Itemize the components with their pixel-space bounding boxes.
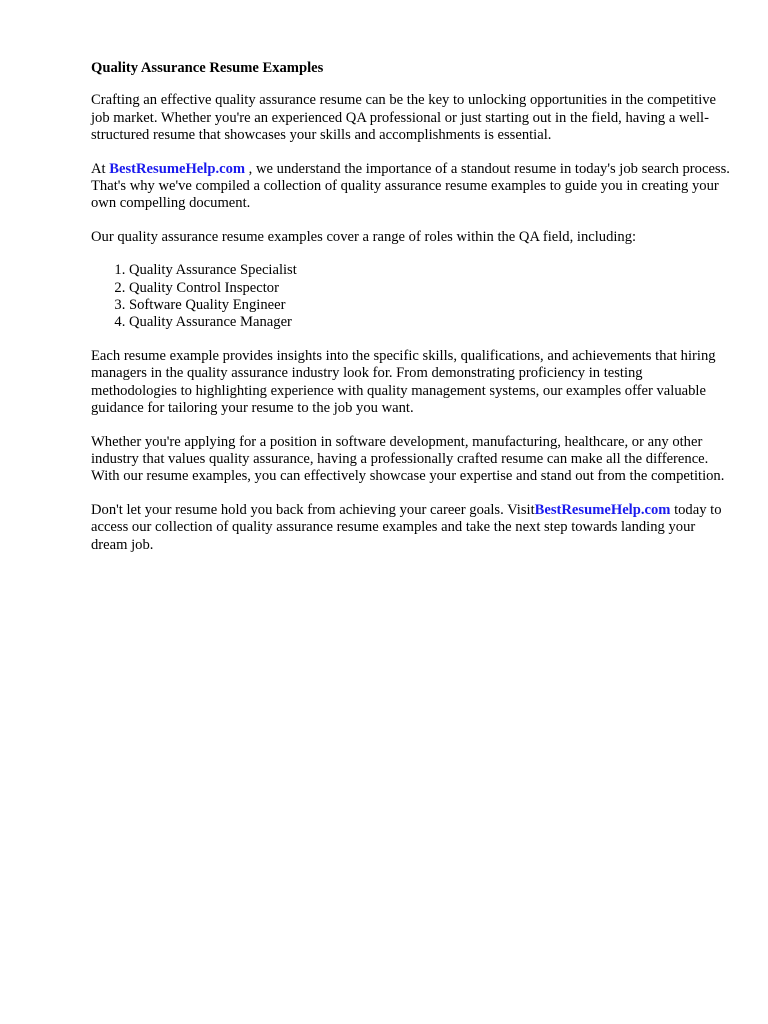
industry-paragraph: Whether you're applying for a position in software development, manufacturing, healthcare, or any other industry that values quality assurance, having a professionally crafted resume can make all the difference. With our resume examples, you can effectively showcase your expertise and stand out from the competition. [91,433,725,485]
bestresumehelp-link[interactable]: BestResumeHelp.com [109,160,246,177]
about-paragraph [91,161,731,213]
list-item: 4. Quality Assurance Manager [129,314,731,331]
cta-suffix: today to access our collection of quality assurance resume examples and take the next step towards landing your dream job. [91,501,722,553]
bestresumehelp-link-cta[interactable]: BestResumeHelp.com [534,501,671,518]
about-prefix: At [91,160,110,177]
document-title: Quality Assurance Resume Examples [91,60,324,76]
list-item: 2. Quality Control Inspector [129,280,731,297]
document-page [91,60,731,570]
call-to-action-paragraph [91,502,731,554]
roles-intro-paragraph: Our quality assurance resume examples cover a range of roles within the QA field, including: [91,228,637,245]
cta-prefix: Don't let your resume hold you back from achieving your career goals. Visit [91,501,535,518]
list-item: 1. Quality Assurance Specialist [129,262,731,279]
insights-paragraph: Each resume example provides insights into the specific skills, qualifications, and achievements that hiring managers in the quality assurance industry look for. From demonstrating proficiency in testing methodologies to highlighting experience with quality management systems, our examples offer valuable guidance for tailoring your resume to the job you want. [91,347,716,417]
list-item: 3. Software Quality Engineer [129,297,731,314]
intro-paragraph: Crafting an effective quality assurance resume can be the key to unlocking opportunities in the competitive job market. Whether you're an experienced QA professional or just starting out in the field, having a well-structured resume that showcases your skills and accomplishments is essential. [91,92,717,144]
about-suffix: , we understand the importance of a standout resume in today's job search process. That's why we've compiled a collection of quality assurance resume examples to guide you in creating your own compelling document. [91,160,730,212]
roles-list [91,262,731,332]
